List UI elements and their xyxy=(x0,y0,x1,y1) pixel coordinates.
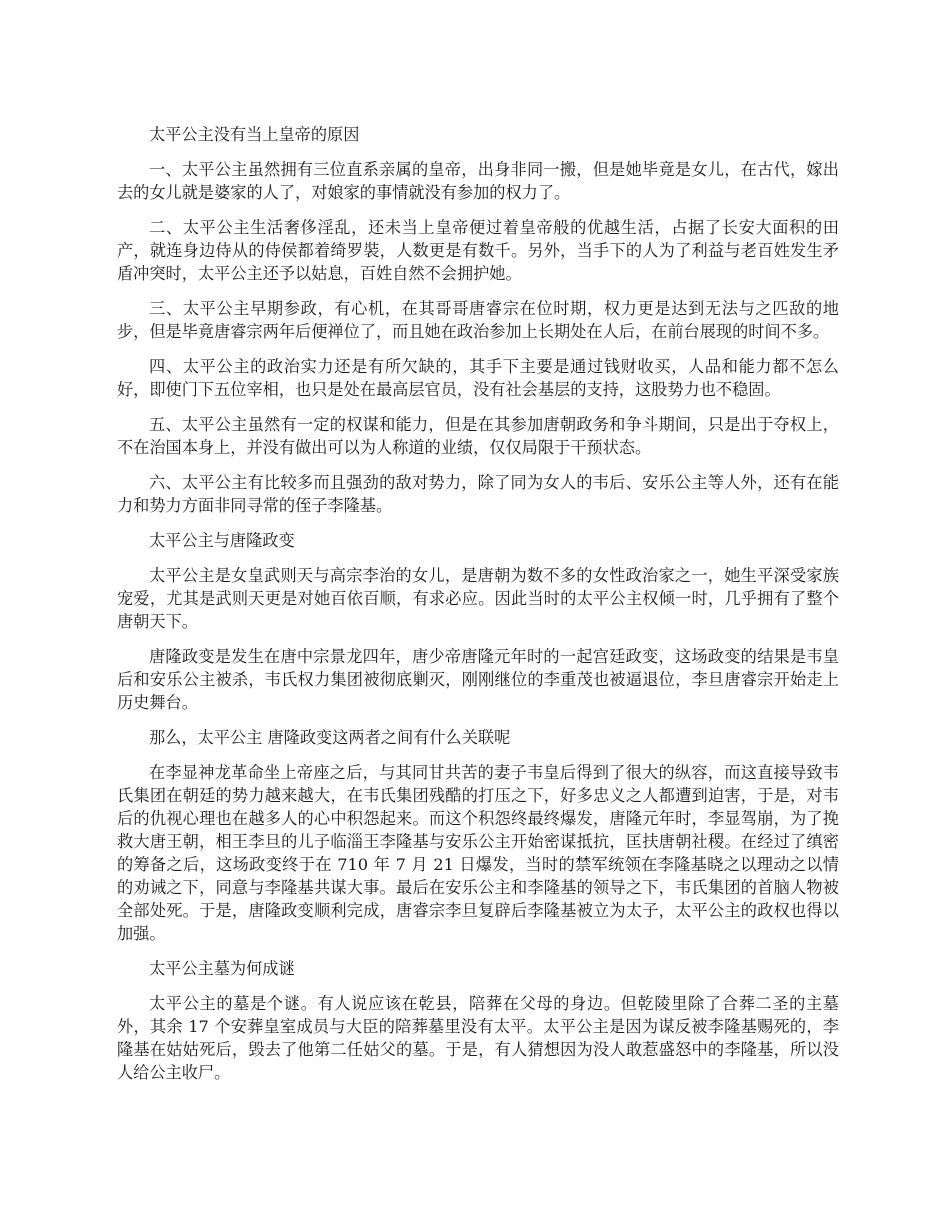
section-heading-tomb: 太平公主墓为何成谜 xyxy=(149,959,295,978)
section-heading-coup: 太平公主与唐隆政变 xyxy=(149,531,295,550)
paragraph-coup-description: 唐隆政变是发生在唐中宗景龙四年，唐少帝唐隆元年时的一起宫廷政变，这场政变的结果是韦皇后和安乐公主被杀，韦氏权力集团被彻底剿灭，刚刚继位的李重茂也被逼退位，李旦唐睿宗开始走上历史舞台。 xyxy=(117,647,839,712)
paragraph-coup-intro: 太平公主是女皇武则天与高宗李治的女儿，是唐朝为数不多的女性政治家之一，她生平深受家族宠爱，尤其是武则天更是对她百依百顺，有求必应。因此当时的太平公主权倾一时，几乎拥有了整个唐朝天下。 xyxy=(117,566,839,631)
paragraph-reason-4: 四、太平公主的政治实力还是有所欠缺的，其手下主要是通过钱财收买，人品和能力都不怎么好，即使门下五位宰相，也只是处在最高层官员，没有社会基层的支持，这股势力也不稳固。 xyxy=(117,357,839,399)
paragraph-reason-1: 一、太平公主虽然拥有三位直系亲属的皇帝，出身非同一搬，但是她毕竟是女儿，在古代，嫁出去的女儿就是婆家的人了，对娘家的事情就没有参加的权力了。 xyxy=(117,160,839,202)
paragraph-reason-2: 二、太平公主生活奢侈淫乱，还未当上皇帝便过着皇帝般的优越生活，占据了长安大面积的田产，就连身边侍从的侍侯都着绮罗裝，人数更是有数千。另外，当手下的人为了利益与老百姓发生矛盾冲突时，太平公主还予以姑息，百姓自然不会拥护她。 xyxy=(117,218,839,283)
paragraph-coup-details: 在李显神龙革命坐上帝座之后，与其同甘共苦的妻子韦皇后得到了很大的纵容，而这直接导致韦氏集团在朝廷的势力越来越大，在韦氏集团残酷的打压之下，好多忠义之人都遭到迫害，于是，对韦后的仇视心理也在越多人的心中积怨起来。而这个积怨终最终爆发，唐隆元年时，李显驾崩，为了挽救大唐王朝，相王李旦的儿子临淄王李隆基与安乐公主开始密谋抵抗，匡扶唐朝社稷。在经过了缜密的筹备之后，这场政变终于在 710 年 7 月 21 日爆发，当时的禁军统领在李隆基晓之以理动之以情的劝诫之下，同意与李隆基共谋大事。最后在安乐公主和李隆基的领导之下，韦氏集团的首脑人物被全部处死。于是，唐隆政变顺利完成，唐睿宗李旦复辟后李隆基被立为太子，太平公主的政权也得以加强。 xyxy=(117,763,839,943)
paragraph-coup-question: 那么，太平公主 唐隆政变这两者之间有什么关联呢 xyxy=(149,728,511,747)
section-heading-reasons: 太平公主没有当上皇帝的原因 xyxy=(149,125,360,144)
paragraph-tomb: 太平公主的墓是个谜。有人说应该在乾县，陪葬在父母的身边。但乾陵里除了合葬二圣的主墓外，其余 17 个安葬皇室成员与大臣的陪葬墓里没有太平。太平公主是因为谋反被李隆基赐死的，李隆基在姑姑死后，毁去了他第二任姑父的墓。于是，有人猜想因为没人敢惹盛怒中的李隆基，所以没人给公主收尸。 xyxy=(117,994,839,1082)
document-body xyxy=(117,123,839,1096)
paragraph-reason-6: 六、太平公主有比较多而且强劲的敌对势力，除了同为女人的韦后、安乐公主等人外，还有在能力和势力方面非同寻常的侄子李隆基。 xyxy=(117,473,839,515)
paragraph-reason-3: 三、太平公主早期参政，有心机，在其哥哥唐睿宗在位时期，权力更是达到无法与之匹敌的地步，但是毕竟唐睿宗两年后便禅位了，而且她在政治参加上长期处在人后，在前台展现的时间不多。 xyxy=(117,299,839,341)
paragraph-reason-5: 五、太平公主虽然有一定的权谋和能力，但是在其参加唐朝政务和争斗期间，只是出于夺权上，不在治国本身上，并没有做出可以为人称道的业绩，仅仅局限于干预状态。 xyxy=(117,415,839,457)
